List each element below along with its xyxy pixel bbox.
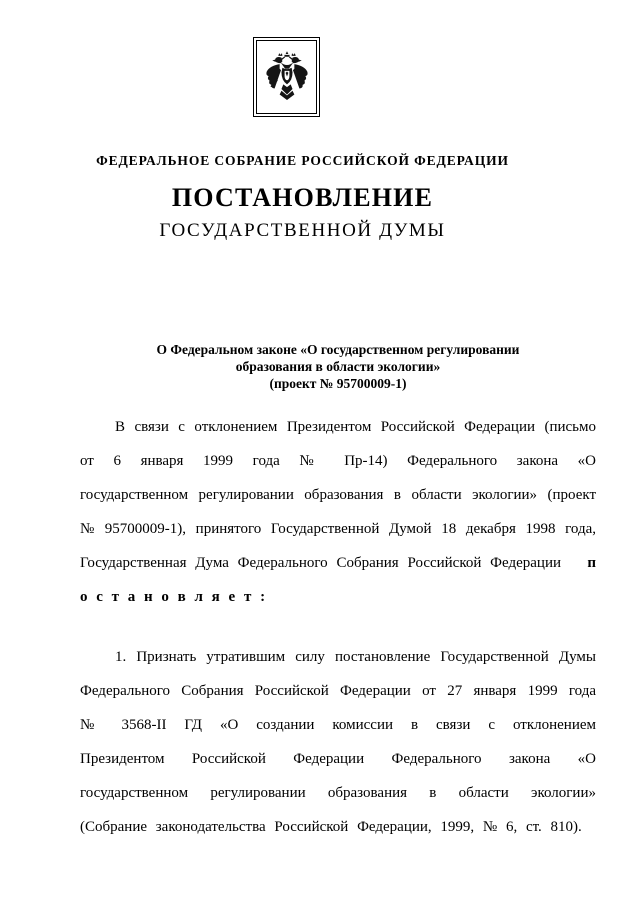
paragraph-item-1-text: 1. Признать утратившим силу постановление Государственной Думы Федерального Собрания Российской Федерации от 27 января 1999 года № 3568-II ГД «О создании комиссии в связи с отклонением Президентом Российской Федерации Федерального закона «О государственном регулировании образования в области экологии» (Собрание законодательства Российской Федерации, 1999, № 6, ст. 810). bbox=[80, 649, 596, 835]
paragraph-preamble bbox=[80, 410, 596, 614]
coat-of-arms-inner-frame bbox=[256, 40, 317, 114]
paragraph-item-1 bbox=[80, 640, 596, 844]
resolution-title-project-number: (проект № 95700009-1) bbox=[269, 376, 407, 391]
paragraph-preamble-text: В связи с отклонением Президентом Российской Федерации (письмо от 6 января 1999 года № Пр-14) Федерального закона «О государственном регулировании образования в области экологии» (проект № 95700009-1), принятого Государственной Думой 18 декабря 1998 года, Государственная Дума Федерального Собрания Российской Федерации bbox=[80, 419, 596, 571]
resolves-emphasis: п о с т а н о в л я е т : bbox=[80, 555, 597, 605]
resolution-title bbox=[80, 341, 596, 392]
document-body bbox=[80, 410, 596, 844]
doc-subtype-title: ГОСУДАРСТВЕННОЙ ДУМЫ bbox=[159, 220, 446, 241]
double-headed-eagle-icon bbox=[264, 49, 310, 105]
coat-of-arms-frame bbox=[253, 37, 320, 117]
resolution-title-line-2: образования в области экологии» bbox=[235, 359, 441, 374]
resolution-title-line-1: О Федеральном законе «О государственном регулировании bbox=[156, 342, 520, 357]
org-name: ФЕДЕРАЛЬНОЕ СОБРАНИЕ РОССИЙСКОЙ ФЕДЕРАЦИИ bbox=[96, 153, 509, 168]
doc-type-title: ПОСТАНОВЛЕНИЕ bbox=[171, 183, 434, 212]
